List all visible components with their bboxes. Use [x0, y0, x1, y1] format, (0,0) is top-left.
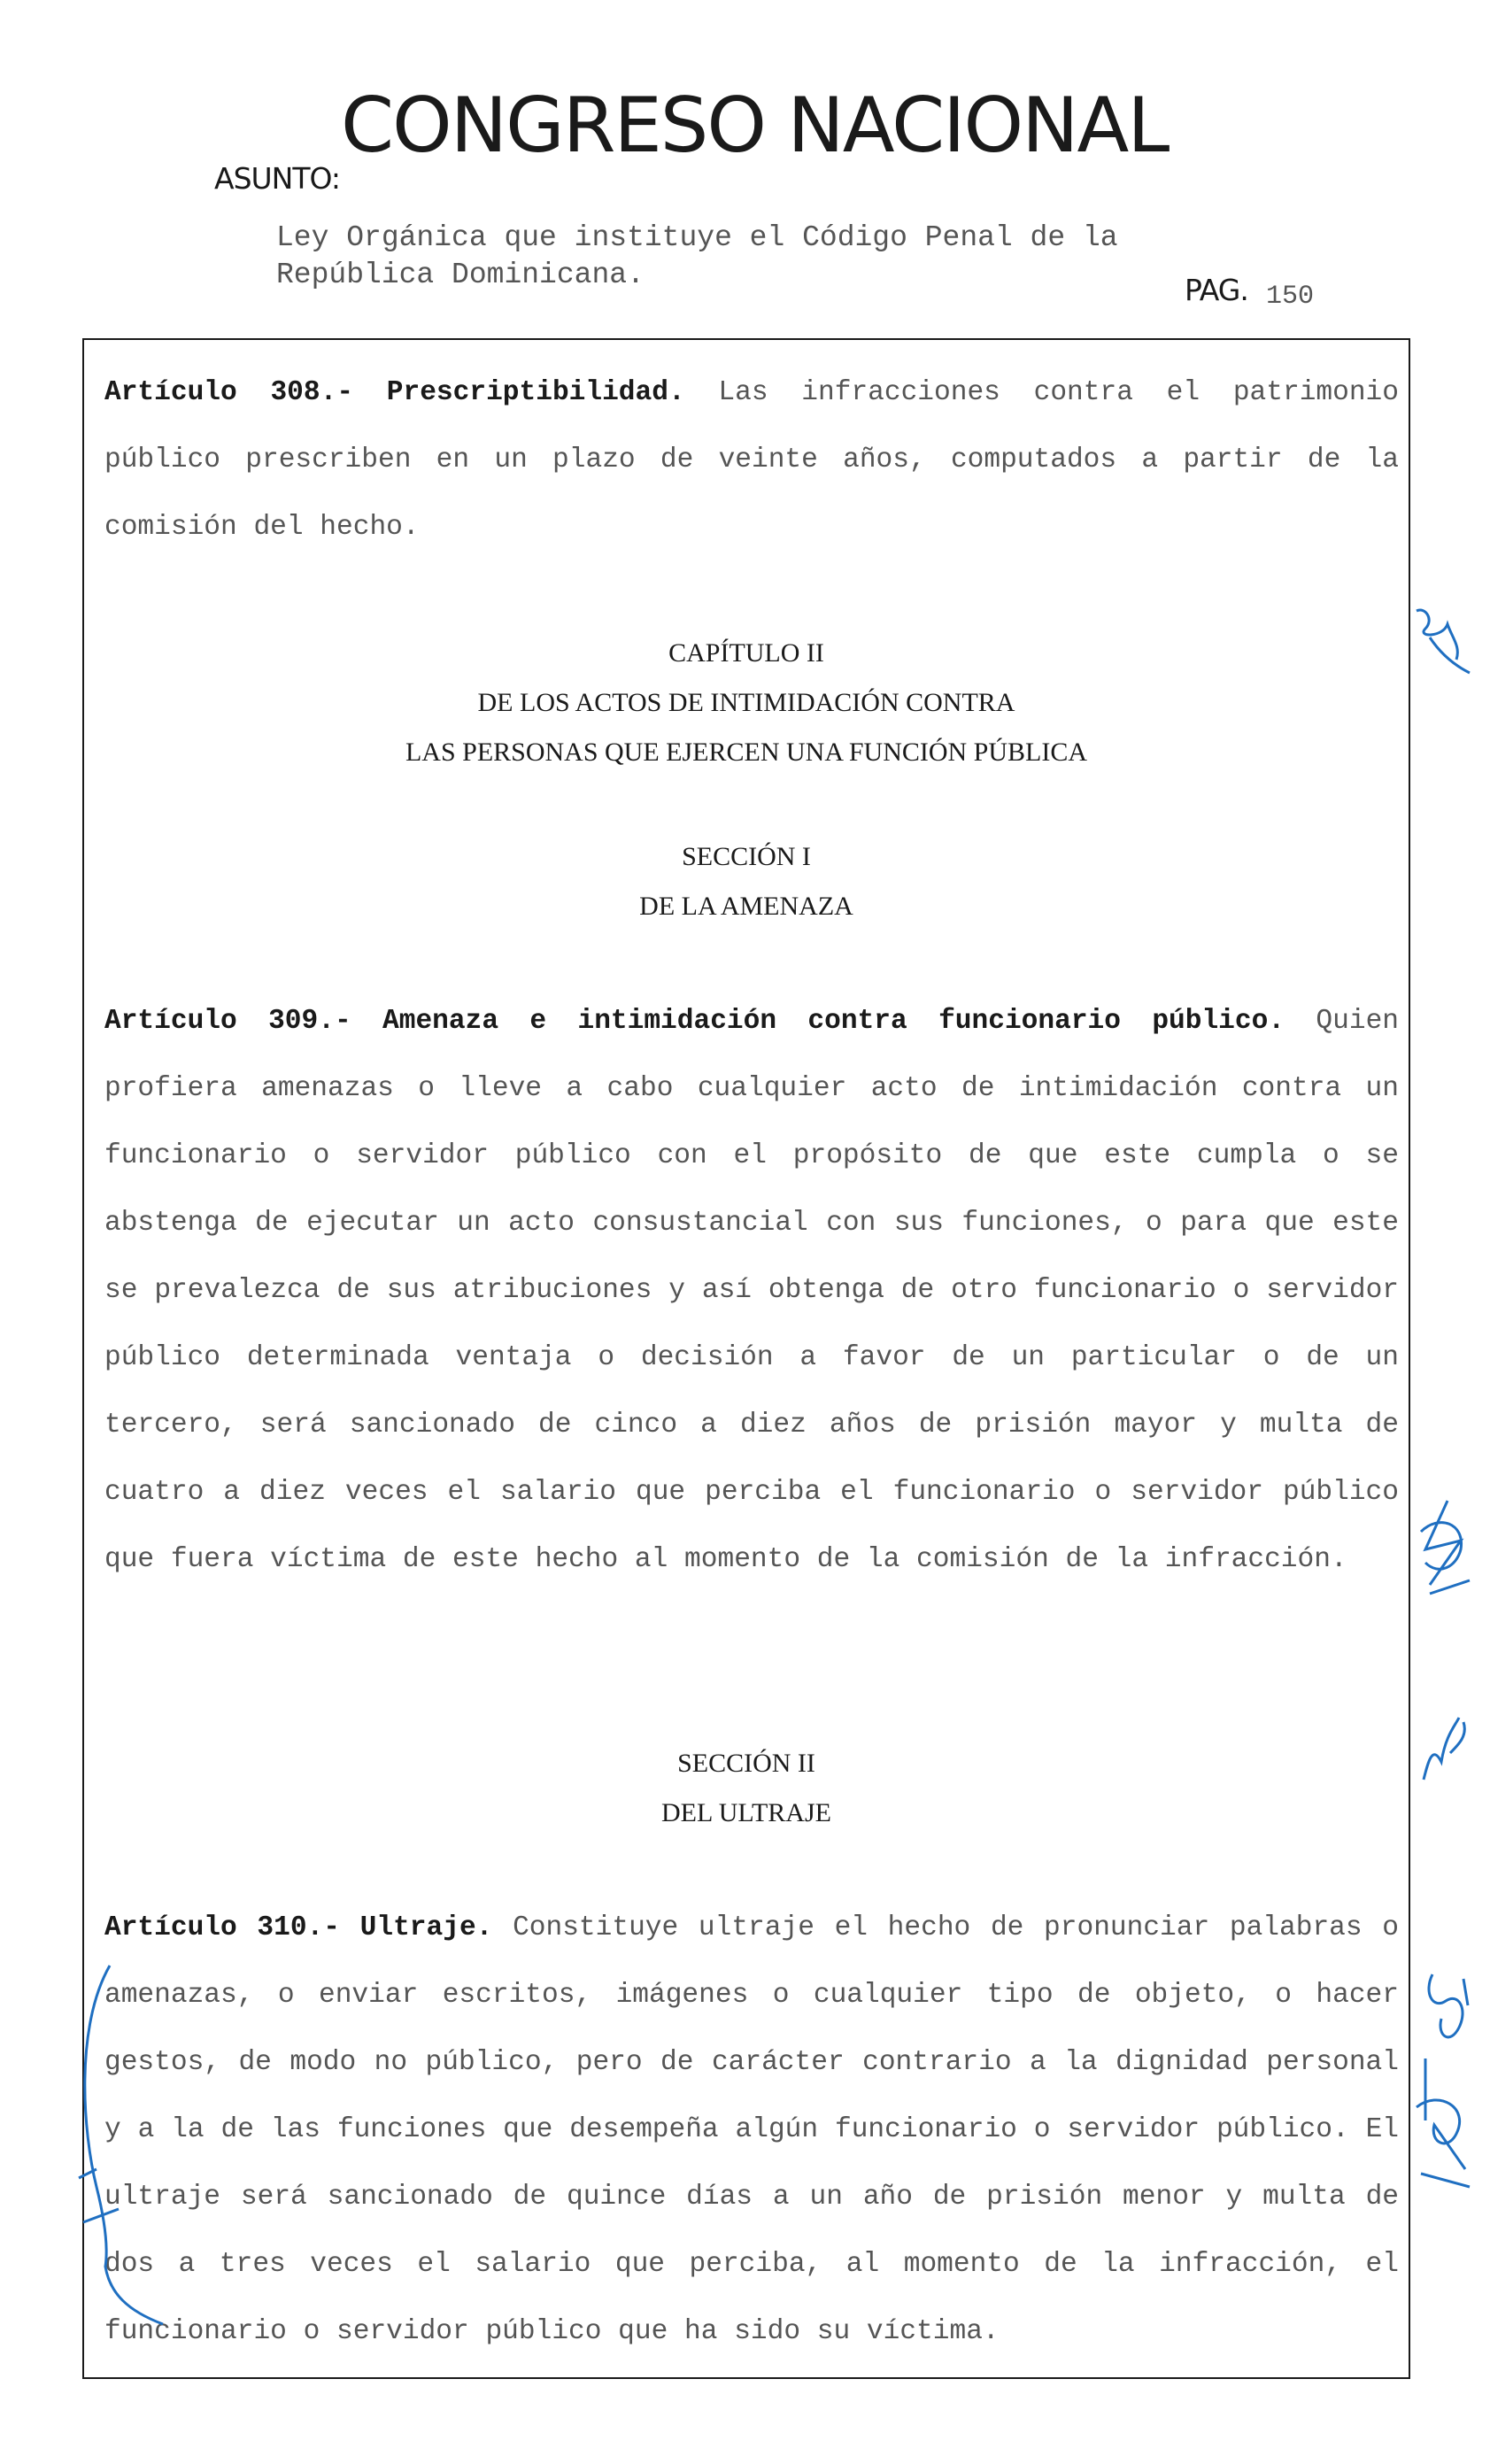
article-310-heading: Artículo 310.- Ultraje. [104, 1912, 493, 1943]
handwritten-initials-mark [1408, 602, 1478, 682]
chapter-heading [82, 629, 1410, 777]
article-308-heading: Artículo 308.- Prescriptibilidad. [104, 377, 685, 408]
article-308 [104, 359, 1399, 561]
section-2-heading [82, 1739, 1410, 1838]
handwritten-initials-mark [1415, 1966, 1481, 2050]
handwritten-signature-mark [1408, 2054, 1483, 2196]
section-1-number: SECCIÓN I [682, 842, 811, 871]
article-309-heading: Artículo 309.- Amenaza e intimidación contra funcionario público. [104, 1006, 1285, 1037]
article-310-body: Constituye ultraje el hecho de pronunciar palabras o amenazas, o enviar escritos, imágenes o cualquier tipo de objeto, o hacer gestos, de modo no público, pero de carácter contrario a la dignidad personal y a la de las funciones que desempeña algún funcionario o servidor público. El ultraje será sancionado de quince días a un año de prisión menor y multa de dos a tres veces el salario que perciba, al momento de la infracción, el funcionario o servidor público que ha sido su víctima. [104, 1912, 1399, 2347]
article-310 [104, 1895, 1399, 2366]
document-subject: Ley Orgánica que instituye el Código Penal de la República Dominicana. [276, 221, 1118, 291]
asunto-label: ASUNTO: [214, 161, 341, 196]
section-1-heading [82, 832, 1410, 931]
chapter-number: CAPÍTULO II [668, 638, 824, 668]
handwritten-signature-mark [1412, 1496, 1483, 1603]
handwritten-initials-mark [1415, 1709, 1477, 1788]
section-2-number: SECCIÓN II [677, 1749, 815, 1778]
article-308-body: Las infracciones contra el patrimonio público prescriben en un plazo de veinte años, computados a partir de la comisión del hecho. [104, 377, 1399, 543]
chapter-title-line-2: LAS PERSONAS QUE EJERCEN UNA FUNCIÓN PÚBLICA [405, 738, 1088, 767]
article-309-body: Quien profiera amenazas o lleve a cabo cualquier acto de intimidación contra un funcionario o servidor público con el propósito de que este cumpla o se abstenga de ejecutar un acto consustancial con sus funciones, o para que este se prevalezca de sus atribuciones y así obtenga de otro funcionario o servidor público determinada ventaja o decisión a favor de un particular o de un tercero, será sancionado de cinco a diez años de prisión mayor y multa de cuatro a diez veces el salario que perciba el funcionario o servidor público que fuera víctima de este hecho al momento de la comisión de la infracción. [104, 1006, 1400, 1575]
chapter-title-line-1: DE LOS ACTOS DE INTIMIDACIÓN CONTRA [477, 688, 1015, 717]
article-309 [104, 988, 1399, 1594]
section-1-title: DE LA AMENAZA [639, 892, 853, 921]
section-2-title: DEL ULTRAJE [661, 1798, 831, 1827]
page-label: PAG. [1185, 273, 1248, 307]
handwritten-bracket-mark [57, 1957, 172, 2329]
page-title: CONGRESO NACIONAL [341, 81, 1169, 170]
page-number: 150 [1266, 282, 1315, 312]
